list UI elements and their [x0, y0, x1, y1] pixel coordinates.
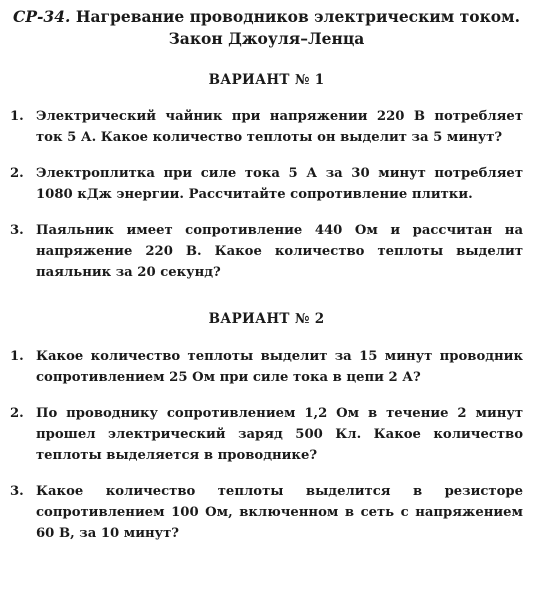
task-number: 2.: [10, 406, 24, 421]
variant-1-task-list: [10, 106, 523, 283]
task-number: 1.: [10, 349, 24, 364]
task-text: По проводнику сопротивлением 1,2 Ом в течение 2 минут прошел электрический заряд 500 Кл. Какое количество теплоты выделяется в проводнике?: [36, 406, 523, 463]
task-item: [10, 346, 523, 388]
task-item: [10, 220, 523, 283]
title-line-2: Закон Джоуля–Ленца: [168, 29, 365, 48]
title-line-1: Нагревание проводников электрическим током.: [75, 7, 520, 26]
variant-1-heading: ВАРИАНТ № 1: [208, 72, 325, 88]
worksheet-code: СР-34.: [13, 7, 71, 26]
task-item: [10, 163, 523, 205]
task-item: [10, 106, 523, 148]
task-number: 1.: [10, 109, 24, 124]
task-text: Какое количество теплоты выделится в резисторе сопротивлением 100 Ом, включенном в сеть с напряжением 60 В, за 10 минут?: [36, 484, 523, 541]
task-item: [10, 481, 523, 544]
task-number: 3.: [10, 223, 24, 238]
task-item: [10, 403, 523, 466]
worksheet-title: [10, 6, 523, 50]
task-text: Какое количество теплоты выделит за 15 минут проводник сопротивлением 25 Ом при силе тока в цепи 2 А?: [36, 349, 523, 385]
variant-2-task-list: [10, 346, 523, 544]
task-text: Электроплитка при силе тока 5 А за 30 минут потребляет 1080 кДж энергии. Рассчитайте сопротивление плитки.: [36, 166, 523, 202]
task-number: 3.: [10, 484, 24, 499]
task-number: 2.: [10, 166, 24, 181]
variant-2-heading: ВАРИАНТ № 2: [208, 311, 325, 327]
task-text: Паяльник имеет сопротивление 440 Ом и рассчитан на напряжение 220 В. Какое количество теплоты выделит паяльник за 20 секунд?: [36, 223, 523, 280]
task-text: Электрический чайник при напряжении 220 В потребляет ток 5 А. Какое количество теплоты он выделит за 5 минут?: [36, 109, 523, 145]
